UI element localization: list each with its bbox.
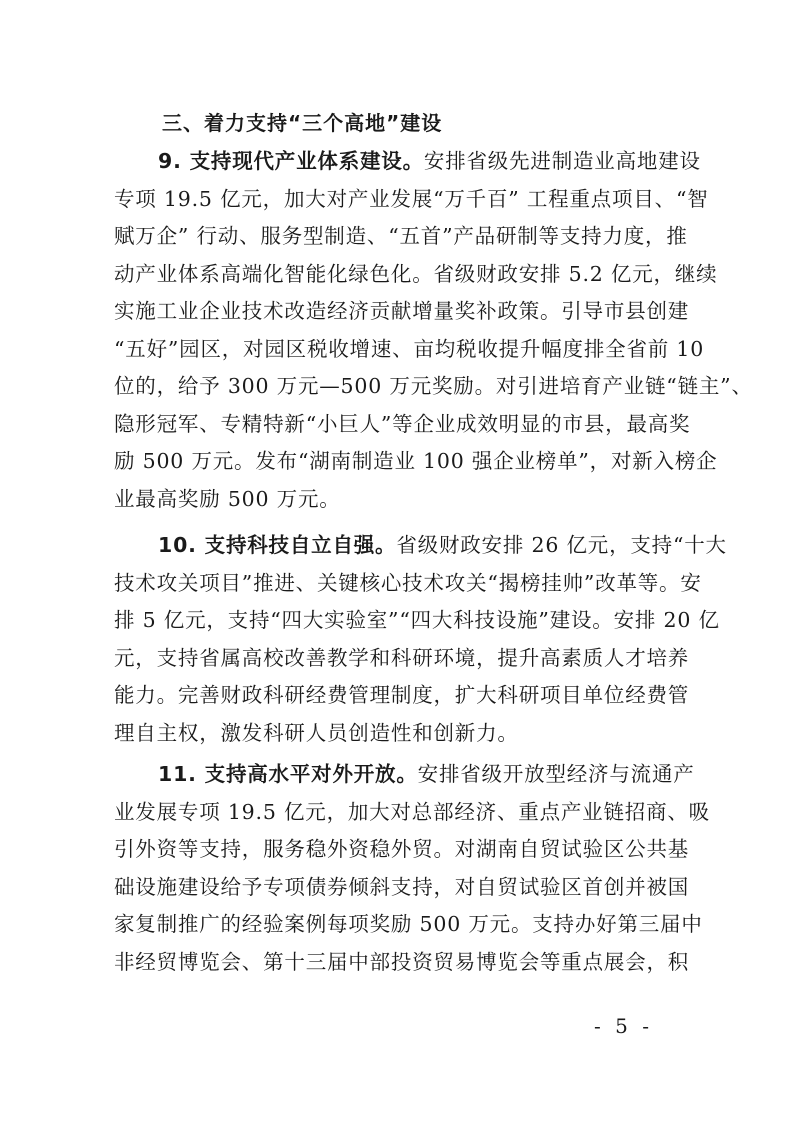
paragraph-line: 业发展专项 19.5 亿元，加大对总部经济、重点产业链招商、吸 — [114, 799, 710, 824]
paragraph-title: 10. 支持科技自立自强。 — [158, 533, 397, 557]
paragraph-opening-up — [114, 756, 710, 981]
paragraph-line: 位的，给予 300 万元—500 万元奖励。对引进培育产业链“链主”、 — [114, 374, 753, 398]
paragraph-line: 赋万企” 行动、服务型制造、“五首”产品研制等支持力度，推 — [114, 224, 688, 248]
paragraph-industry-system — [114, 143, 753, 518]
paragraph-first-line — [114, 527, 727, 565]
paragraph-line: “五好”园区，对园区税收增速、亩均税收提升幅度排全省前 10 — [114, 336, 705, 361]
paragraph-line: 元，支持省属高校改善教学和科研环境，提升高素质人才培养 — [114, 645, 690, 670]
paragraph-line: 业最高奖励 500 万元。 — [114, 486, 341, 511]
paragraph-line: 专项 19.5 亿元，加大对产业发展“万千百” 工程重点项目、“智 — [114, 186, 709, 211]
page-number: - 5 - — [594, 1014, 653, 1038]
paragraph-line: 非经贸博览会、第十三届中部投资贸易博览会等重点展会，积 — [114, 949, 690, 974]
paragraph-first-line — [114, 143, 701, 181]
paragraph-line: 安排省级开放型经济与流通产 — [417, 762, 695, 786]
paragraph-first-line — [114, 756, 695, 794]
paragraph-title: 11. 支持高水平对外开放。 — [158, 762, 418, 786]
paragraph-line: 础设施建设给予专项债券倾斜支持，对自贸试验区首创并被国 — [114, 874, 690, 899]
paragraph-line: 省级财政安排 26 亿元，支持“十大 — [396, 533, 727, 557]
paragraph-line: 引外资等支持，服务稳外资稳外贸。对湖南自贸试验区公共基 — [114, 837, 690, 861]
paragraph-line: 动产业体系高端化智能化绿色化。省级财政安排 5.2 亿元，继续 — [114, 261, 718, 286]
paragraph-line: 励 500 万元。发布“湖南制造业 100 强企业榜单”，对新入榜企 — [114, 449, 718, 473]
paragraph-line: 技术攻关项目”推进、关键核心技术攻关“揭榜挂帅”改革等。安 — [114, 570, 702, 595]
paragraph-line: 安排省级先进制造业高地建设 — [423, 149, 701, 173]
paragraph-line: 隐形冠军、专精特新“小巨人”等企业成效明显的市县，最高奖 — [114, 411, 691, 436]
paragraph-title: 9. 支持现代产业体系建设。 — [158, 149, 424, 173]
paragraph-line: 理自主权，激发科研人员创造性和创新力。 — [114, 720, 519, 745]
paragraph-line: 实施工业企业技术改造经济贡献增量奖补政策。引导市县创建 — [114, 299, 690, 323]
paragraph-line: 家复制推广的经验案例每项奖励 500 万元。支持办好第三届中 — [114, 912, 703, 936]
section-heading: 三、着力支持“三个高地”建设 — [162, 111, 443, 135]
paragraph-line: 排 5 亿元，支持“四大实验室”“四大科技设施”建设。安排 20 亿 — [114, 608, 720, 632]
paragraph-tech-self-reliance — [114, 527, 727, 752]
paragraph-line: 能力。完善财政科研经费管理制度，扩大科研项目单位经费管 — [114, 683, 690, 707]
